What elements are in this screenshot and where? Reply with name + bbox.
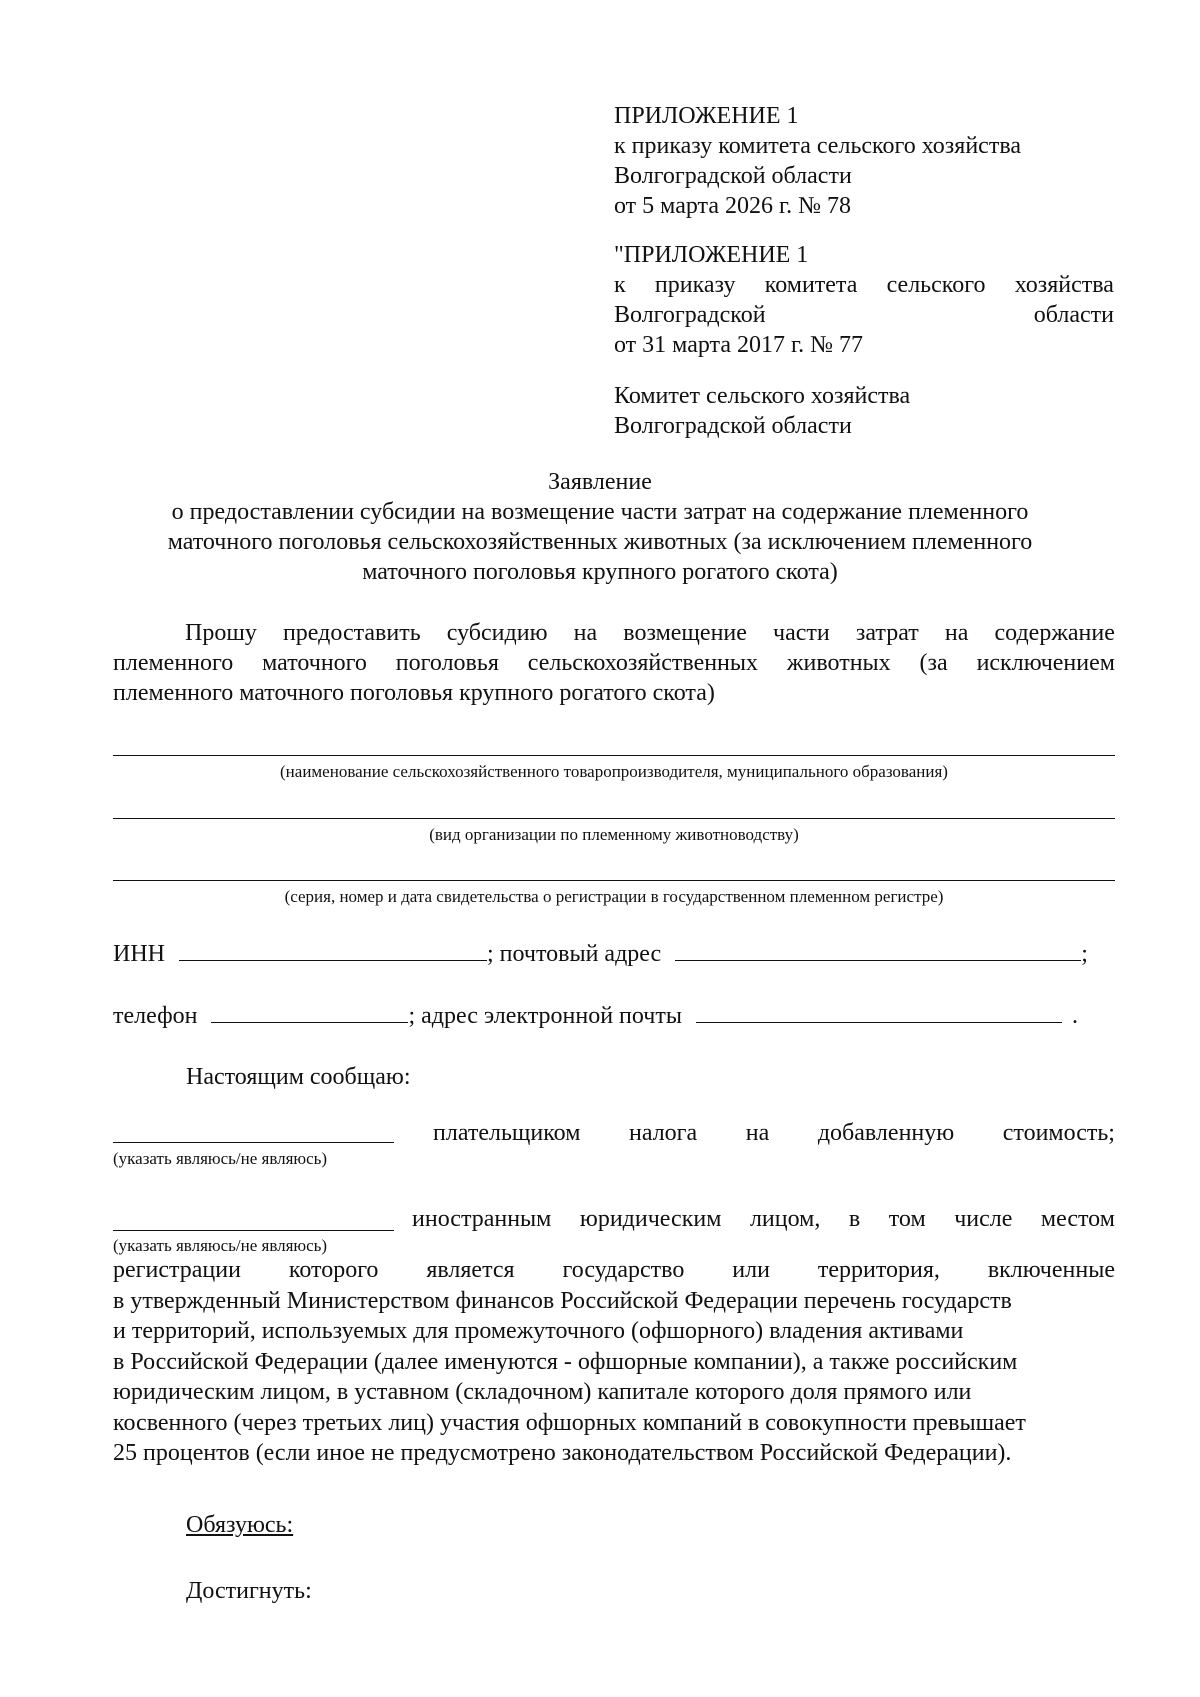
word: содержание: [994, 620, 1115, 646]
appendix-old-line1: [614, 270, 1114, 300]
phone-label: телефон: [113, 1003, 198, 1029]
foreign-text: [412, 1204, 1115, 1234]
request-paragraph: [113, 618, 1115, 708]
vat-text: [433, 1118, 1115, 1148]
heading-line1: о предоставлении субсидии на возмещение части затрат на содержание племенного: [171, 499, 1029, 525]
word: территория,: [817, 1257, 940, 1283]
inn-field[interactable]: [179, 938, 487, 961]
word: на: [745, 1120, 770, 1146]
request-line3: племенного маточного поголовья крупного рогатого скота): [113, 680, 715, 706]
appendix-new-line2: Волгоградской области: [614, 163, 852, 189]
appendix-old-title: "ПРИЛОЖЕНИЕ 1: [614, 242, 809, 268]
applicant-name-field[interactable]: [113, 755, 1115, 756]
word: затрат: [855, 620, 919, 646]
appendix-new-title: ПРИЛОЖЕНИЕ 1: [614, 103, 799, 129]
word: на: [944, 620, 969, 646]
email-field[interactable]: [696, 1000, 1062, 1023]
appendix-new-line1: к приказу комитета сельского хозяйства: [614, 133, 1021, 159]
offshore-line4: в Российской Федерации (далее именуются - офшорные компании), а также российским: [113, 1348, 1018, 1375]
appendix-old-word: сельского: [886, 272, 986, 298]
recipient-line2: Волгоградской области: [614, 413, 852, 439]
word: числе: [954, 1206, 1013, 1232]
registry-certificate-field[interactable]: [113, 880, 1115, 881]
phone-field[interactable]: [211, 1000, 408, 1023]
word: предоставить: [282, 620, 421, 646]
word: плательщиком: [433, 1120, 581, 1146]
word: иностранным: [412, 1206, 552, 1232]
appendix-new-line3: от 5 марта 2026 г. № 78: [614, 193, 851, 219]
foreign-status-hint: (указать являюсь/не являюсь): [113, 1236, 328, 1255]
appendix-old-line2-right: области: [1033, 302, 1114, 328]
word: стоимость;: [1002, 1120, 1115, 1146]
organization-type-field[interactable]: [113, 818, 1115, 819]
word: маточного: [262, 650, 367, 676]
email-label: ; адрес электронной почты: [408, 1003, 682, 1029]
word: местом: [1040, 1206, 1115, 1232]
word: добавленную: [817, 1120, 955, 1146]
appendix-old-header: [614, 240, 1114, 360]
appendix-old-word: хозяйства: [1014, 272, 1114, 298]
offshore-line3: и территорий, используемых для промежуточного (офшорного) владения активами: [113, 1318, 964, 1344]
word: на: [573, 620, 598, 646]
word: том: [888, 1206, 926, 1232]
offshore-paragraph: [113, 1255, 1115, 1469]
oblige-heading: Обязуюсь:: [186, 1512, 294, 1538]
word: животных: [786, 650, 891, 676]
registry-certificate-caption: (серия, номер и дата свидетельства о регистрации в государственном племенном регистре): [284, 887, 944, 906]
appendix-old-word: к: [614, 272, 626, 298]
inn-label: ИНН: [113, 941, 165, 967]
offshore-line7: 25 процентов (если иное не предусмотрено законодательством Российской Федерации).: [113, 1440, 1012, 1466]
foreign-status-field[interactable]: [113, 1230, 394, 1231]
appendix-new-header: [614, 101, 1114, 221]
word: Прошу: [185, 620, 257, 646]
word: в: [848, 1206, 861, 1232]
word: субсидию: [446, 620, 548, 646]
word: исключением: [976, 650, 1115, 676]
word: или: [732, 1257, 770, 1283]
appendix-old-word: приказу: [654, 272, 736, 298]
request-line2: [113, 648, 1115, 678]
vat-status-hint: (указать являюсь/не являюсь): [113, 1149, 328, 1168]
word: (за: [919, 650, 948, 676]
word: юридическим: [579, 1206, 722, 1232]
appendix-old-line2: [614, 300, 1114, 330]
word: племенного: [113, 650, 234, 676]
vat-status-field[interactable]: [113, 1142, 394, 1143]
word: возмещение: [623, 620, 747, 646]
word: государство: [562, 1257, 685, 1283]
offshore-line6: косвенного (через третьих лиц) участия офшорных компаний в совокупности превышает: [113, 1409, 1026, 1436]
word: сельскохозяйственных: [527, 650, 759, 676]
application-title: Заявление: [548, 469, 652, 495]
word: является: [426, 1257, 515, 1283]
recipient-block: [614, 381, 1114, 441]
email-end: .: [1071, 1003, 1078, 1029]
postal-address-field[interactable]: [675, 938, 1081, 961]
heading-line3: маточного поголовья крупного рогатого скота): [362, 559, 838, 585]
word: лицом,: [749, 1206, 821, 1232]
appendix-old-line2-left: Волгоградской: [614, 302, 766, 328]
offshore-line5: юридическим лицом, в уставном (складочном) капитале которого доля прямого или: [113, 1379, 972, 1405]
appendix-old-word: комитета: [764, 272, 858, 298]
contact-row: [113, 1000, 1078, 1031]
offshore-line1: [113, 1255, 1115, 1286]
achieve-heading: Достигнуть:: [186, 1578, 312, 1604]
heading-line2: маточного поголовья сельскохозяйственных животных (за исключением племенного: [167, 529, 1033, 555]
notice-intro: Настоящим сообщаю:: [186, 1064, 411, 1090]
word: части: [773, 620, 830, 646]
request-line1: [113, 618, 1115, 648]
word: включенные: [987, 1257, 1115, 1283]
offshore-line2: в утвержденный Министерством финансов Российской Федерации перечень государств: [113, 1287, 1012, 1314]
word: поголовья: [395, 650, 499, 676]
organization-type-caption: (вид организации по племенному животноводству): [429, 825, 799, 844]
postal-address-end: ;: [1081, 941, 1088, 967]
recipient-line1: Комитет сельского хозяйства: [614, 383, 911, 409]
appendix-old-line3: от 31 марта 2017 г. № 77: [614, 332, 863, 358]
inn-row: [113, 938, 1088, 969]
application-heading: [100, 467, 1100, 587]
postal-address-label: ; почтовый адрес: [487, 941, 662, 967]
word: регистрации: [113, 1257, 241, 1283]
word: налога: [629, 1120, 698, 1146]
applicant-name-caption: (наименование сельскохозяйственного товаропроизводителя, муниципального образования): [280, 762, 948, 781]
word: которого: [288, 1257, 379, 1283]
